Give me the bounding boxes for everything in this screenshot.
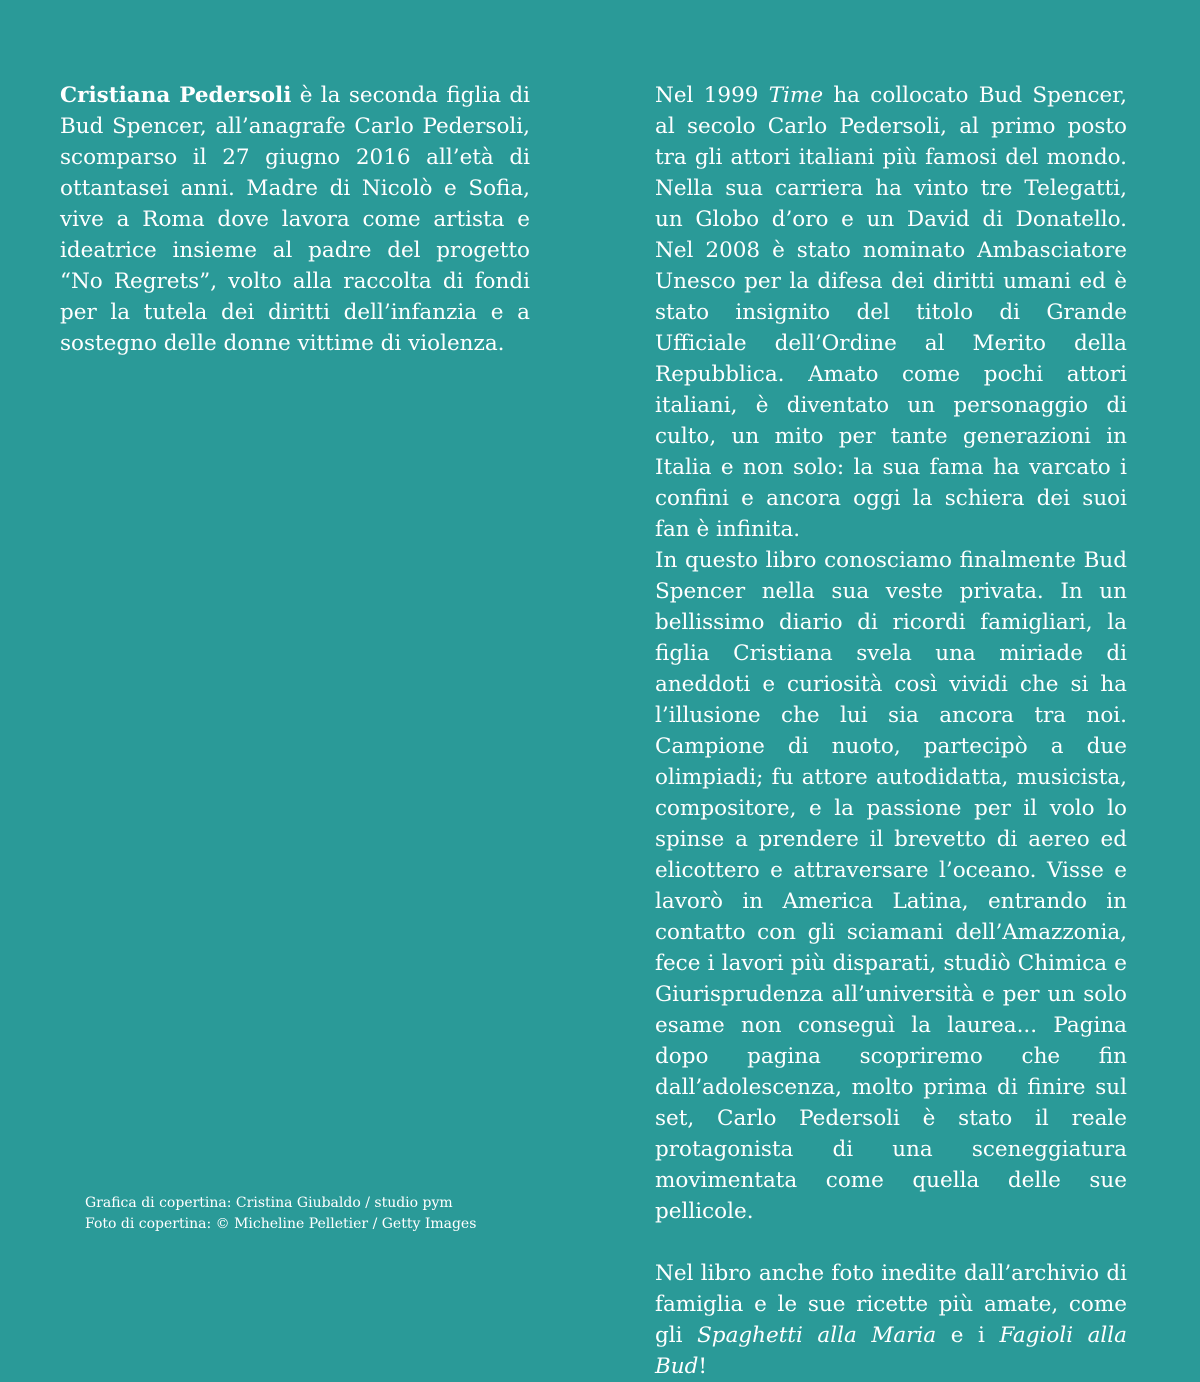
recipe-spaghetti: Spaghetti alla Maria xyxy=(697,1323,937,1348)
description-paragraph-2: In questo libro conosciamo finalmente Bud Spencer nella sua veste privata. In un bellissimo diario di ricordi famigliari, la figlia Cristiana svela una miriade di aneddoti e curiosità così vividi che si ha l’illusione che lui sia ancora tra noi. Campione di nuoto, partecipò a due olimpiadi; fu attore autodidatta, musicista, compositore, e la passione per il volo lo spinse a prendere il brevetto di aereo ed elicottero e attraversare l’oceano. Visse e lavorò in America Latina, entrando in contatto con gli sciamani dell’Amazzonia, fece i lavori più disparati, studiò Chimica e Giurisprudenza all’università e per un solo esame non conseguì la laurea... Pagina dopo pagina scopriremo che fin dall’adolescenza, molto prima di finire sul set, Carlo Pedersoli è stato il reale protagonista di una sceneggiatura movimentata come quella delle sue pellicole. xyxy=(655,548,1127,1224)
cover-photo-credit: Foto di copertina: © Micheline Pelletier / Getty Images xyxy=(85,1216,477,1232)
p1-before: Nel 1999 xyxy=(655,83,769,108)
description-paragraph-3 xyxy=(655,1258,1127,1382)
recipe-fagioli: Fagioli alla Bud xyxy=(655,1323,1128,1379)
cover-design-credit: Grafica di copertina: Cristina Giubaldo / studio pym xyxy=(85,1195,453,1211)
cover-credits xyxy=(85,1193,476,1235)
author-bio-text: è la seconda figlia di Bud Spencer, all’anagrafe Carlo Pedersoli, scomparso il 27 giugno 2016 all’età di ottantasei anni. Madre di Nicolò e Sofia, vive a Roma dove lavora come artista e ideatrice insieme al padre del progetto “No Regrets”, volto alla raccolta di fondi per la tutela dei diritti dell’infanzia e a sostegno delle donne vittime di violenza. xyxy=(60,83,530,356)
author-bio-column xyxy=(60,80,530,359)
p1-after: ha collocato Bud Spencer, al secolo Carlo Pedersoli, al primo posto tra gli attori italiani più famosi del mondo. Nella sua carriera ha vinto tre Telegatti, un Globo d’oro e un David di Donatello. Nel 2008 è stato nominato Ambasciatore Unesco per la difesa dei diritti umani ed è stato insignito del titolo di Grande Ufficiale dell’Ordine al Merito della Repubblica. Amato come pochi attori italiani, è diventato un personaggio di culto, un mito per tante generazioni in Italia e non solo: la sua fama ha varcato i confini e ancora oggi la schiera dei suoi fan è infinita. xyxy=(655,83,1127,542)
time-magazine-title: Time xyxy=(768,83,824,108)
book-description-column xyxy=(655,80,1127,1382)
author-name: Cristiana Pedersoli xyxy=(60,83,292,108)
p3-end: ! xyxy=(698,1354,708,1379)
description-paragraph-1 xyxy=(655,80,1127,545)
p3-mid: e i xyxy=(936,1323,1000,1348)
author-bio xyxy=(60,80,530,359)
p3-before: Nel libro anche foto inedite dall’archivio di famiglia e le sue ricette più amate, come gli xyxy=(655,1261,1127,1348)
paragraph-gap xyxy=(655,1227,1127,1258)
